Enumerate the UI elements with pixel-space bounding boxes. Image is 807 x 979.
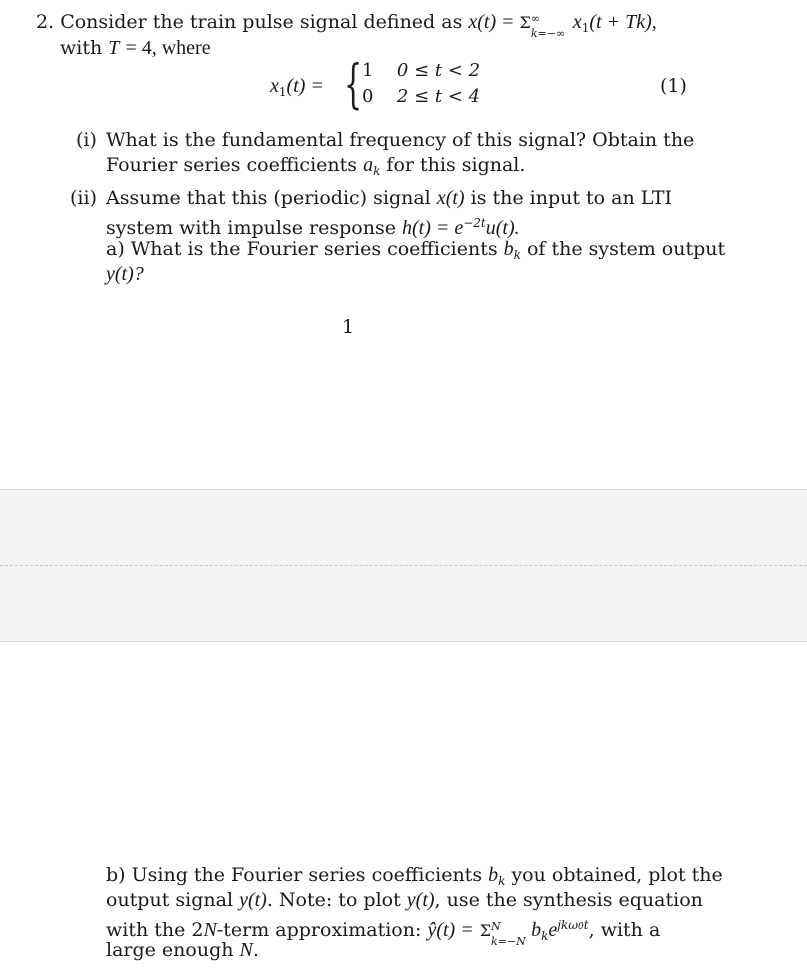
sum-lower-limit: k=−∞	[530, 27, 566, 40]
large-N: N	[239, 939, 253, 961]
synth-sum-limits	[491, 920, 526, 948]
coef-a-subscript: k	[373, 164, 381, 178]
definition-lhs	[270, 74, 324, 104]
synth-b: b	[531, 919, 542, 941]
part-b-line2-a: output signal	[106, 889, 234, 911]
part-b-line4	[106, 938, 259, 962]
part-ii-line1-b: is the input to an LTI	[470, 187, 672, 209]
term-argument: (t + Tk),	[589, 11, 657, 33]
synth-exp-sub: 0	[578, 922, 584, 932]
impulse-exponent: −2t	[463, 216, 486, 230]
part-i-line2	[106, 153, 525, 183]
case1-value: 1	[362, 60, 374, 81]
term-x: x	[572, 11, 582, 33]
problem-with-line	[60, 36, 211, 60]
part-ii-line1-a: Assume that this (periodic) signal	[106, 187, 431, 209]
problem-intro-text: Consider the train pulse signal defined as	[60, 11, 463, 33]
case-2	[362, 86, 480, 107]
equation-number: (1)	[660, 75, 687, 97]
coef-b-subscript: k	[513, 248, 521, 262]
part-i-line2-text: Fourier series coefficients	[106, 154, 358, 176]
with-text: with	[60, 37, 103, 59]
part-b-line2-c: , use the synthesis equation	[434, 889, 703, 911]
case-1	[362, 60, 480, 81]
part-i-label: (i)	[76, 129, 97, 151]
part-b-line3-b: -term approximation:	[216, 919, 422, 941]
synth-b-sub: k	[541, 929, 549, 943]
def-x: x	[270, 75, 279, 97]
part-b-line3-a: with the 2	[106, 919, 204, 941]
part-i-line1: What is the fundamental frequency of this signal? Obtain the	[106, 129, 695, 151]
coef-b2: b	[488, 864, 499, 886]
case2-value: 0	[362, 86, 374, 107]
period-T: T	[108, 37, 120, 59]
def-subscript: 1	[278, 85, 287, 99]
part-a-line1-a: a) What is the Fourier series coefficients	[106, 238, 498, 260]
output-y: y(t)	[239, 889, 267, 911]
output-y-2: y(t)	[406, 889, 435, 911]
coef-b: b	[503, 238, 514, 260]
page-break-bottom-border	[0, 641, 807, 642]
signal-x-of-t: x(t)	[468, 11, 497, 33]
part-a-line1	[106, 237, 725, 267]
part-ii-line2	[106, 211, 520, 240]
synth-upper: N	[491, 920, 501, 933]
def-argument: (t) =	[286, 75, 324, 97]
part-b-line4-b: .	[252, 939, 259, 961]
term-subscript: 1	[581, 21, 590, 35]
part-ii-label: (ii)	[70, 187, 97, 209]
case2-condition: 2 ≤ t < 4	[396, 86, 481, 107]
synth-e: e	[548, 919, 558, 941]
page-break-dashed-line	[0, 565, 807, 566]
unit-step: u(t).	[485, 217, 520, 239]
sum-limits	[530, 12, 567, 40]
impulse-response: h(t) = e	[401, 217, 464, 239]
synth-exp-jkw: jkω	[557, 918, 579, 932]
two-N: N	[203, 919, 217, 941]
part-i-line2-end: for this signal.	[386, 154, 526, 176]
page-number: 1	[342, 316, 355, 338]
part-ii-line2-a: system with impulse response	[106, 217, 396, 239]
part-b-line2	[106, 888, 703, 912]
equals-sign: =	[502, 11, 514, 33]
part-b-line3-c: , with a	[588, 919, 661, 941]
sum-upper-limit: ∞	[530, 12, 541, 25]
part-b-line1-b: you obtained, plot the	[511, 864, 723, 886]
part-a-line2: y(t)?	[106, 263, 144, 285]
problem-number: 2.	[36, 11, 55, 33]
part-b-line1-a: b) Using the Fourier series coefficients	[106, 864, 483, 886]
sum-symbol: Σ	[519, 13, 531, 32]
y-hat: ŷ(t) =	[427, 919, 474, 941]
input-x-of-t: x(t)	[436, 187, 465, 209]
part-a-line1-b: of the system output	[526, 238, 726, 260]
part-b-line4-a: large enough	[106, 939, 234, 961]
synth-exponent	[557, 918, 588, 932]
period-value: = 4, where	[125, 37, 211, 59]
coef-a: a	[363, 154, 374, 176]
part-ii-line1	[106, 186, 672, 210]
synth-lower: k=−N	[491, 935, 526, 948]
synth-sum-symbol: Σ	[479, 921, 492, 940]
synth-exp-t: t	[583, 918, 589, 932]
part-b-line2-b: . Note: to plot	[266, 889, 401, 911]
coef-b2-subscript: k	[498, 874, 506, 888]
case1-condition: 0 ≤ t < 2	[396, 60, 481, 81]
piecewise-brace: {	[344, 55, 363, 115]
